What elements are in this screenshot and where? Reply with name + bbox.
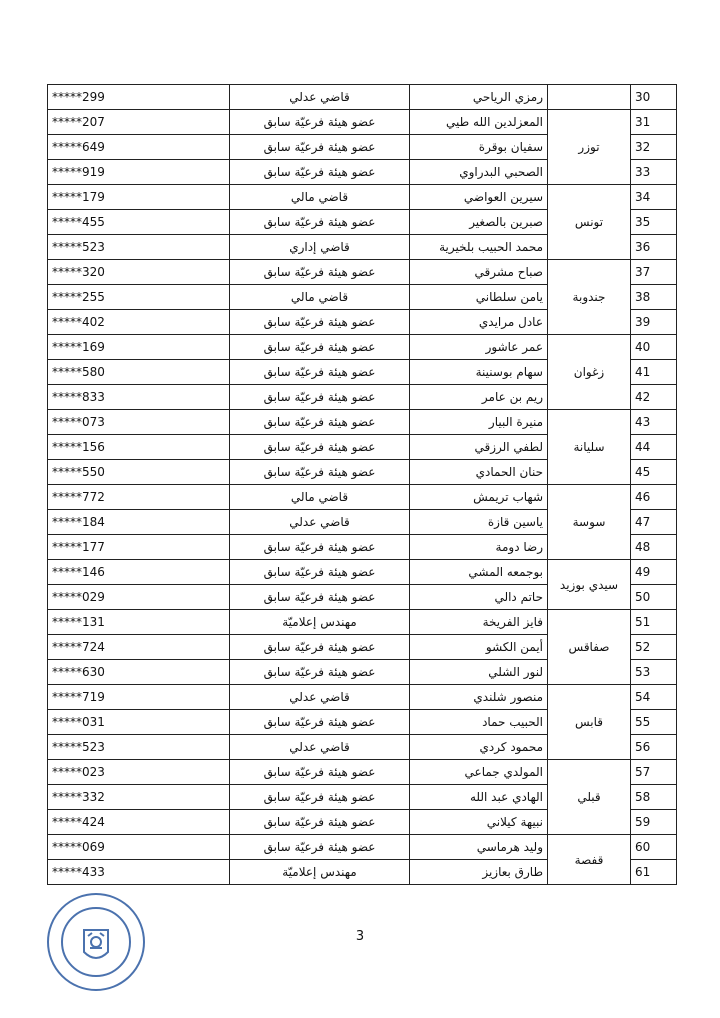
row-number: 37 (631, 260, 677, 285)
masked-id: *****029 (48, 585, 230, 610)
member-role: عضو هيئة فرعيّة سابق (230, 260, 410, 285)
member-name: لطفي الرزقي (410, 435, 548, 460)
region-cell: قبلي (548, 760, 631, 835)
table-row (48, 685, 677, 710)
member-name: منصور شلندي (410, 685, 548, 710)
member-role: عضو هيئة فرعيّة سابق (230, 135, 410, 160)
row-number: 59 (631, 810, 677, 835)
masked-id: *****550 (48, 460, 230, 485)
masked-id: *****332 (48, 785, 230, 810)
official-seal-stamp (44, 890, 148, 994)
region-cell: تونس (548, 185, 631, 260)
member-role: عضو هيئة فرعيّة سابق (230, 660, 410, 685)
masked-id: *****833 (48, 385, 230, 410)
member-role: قاضي مالي (230, 485, 410, 510)
row-number: 53 (631, 660, 677, 685)
member-role: عضو هيئة فرعيّة سابق (230, 560, 410, 585)
member-name: بوجمعه المشي (410, 560, 548, 585)
member-name: حاتم دالي (410, 585, 548, 610)
member-role: قاضي عدلي (230, 85, 410, 110)
member-role: قاضي مالي (230, 285, 410, 310)
members-table (47, 84, 677, 885)
row-number: 46 (631, 485, 677, 510)
row-number: 56 (631, 735, 677, 760)
member-name: نبيهة كيلاني (410, 810, 548, 835)
table-row (48, 110, 677, 135)
member-name: وليد هرماسي (410, 835, 548, 860)
member-name: سهام بوسنينة (410, 360, 548, 385)
region-cell: سليانة (548, 410, 631, 485)
masked-id: *****169 (48, 335, 230, 360)
row-number: 41 (631, 360, 677, 385)
member-role: عضو هيئة فرعيّة سابق (230, 635, 410, 660)
member-role: عضو هيئة فرعيّة سابق (230, 160, 410, 185)
member-name: رمزي الرياحي (410, 85, 548, 110)
member-name: محمود كردي (410, 735, 548, 760)
member-role: عضو هيئة فرعيّة سابق (230, 535, 410, 560)
member-role: عضو هيئة فرعيّة سابق (230, 835, 410, 860)
masked-id: *****649 (48, 135, 230, 160)
region-cell: سوسة (548, 485, 631, 560)
table-row (48, 185, 677, 210)
masked-id: *****320 (48, 260, 230, 285)
member-name: منيرة البيار (410, 410, 548, 435)
table-row (48, 335, 677, 360)
row-number: 61 (631, 860, 677, 885)
member-name: صباح مشرقي (410, 260, 548, 285)
member-role: عضو هيئة فرعيّة سابق (230, 435, 410, 460)
row-number: 52 (631, 635, 677, 660)
member-role: عضو هيئة فرعيّة سابق (230, 710, 410, 735)
row-number: 44 (631, 435, 677, 460)
masked-id: *****719 (48, 685, 230, 710)
page-number: 3 (355, 929, 365, 944)
masked-id: *****179 (48, 185, 230, 210)
masked-id: *****523 (48, 235, 230, 260)
member-name: الهادي عبد الله (410, 785, 548, 810)
row-number: 39 (631, 310, 677, 335)
member-name: أيمن الكشو (410, 635, 548, 660)
region-cell (548, 85, 631, 110)
member-name: الحبيب حماد (410, 710, 548, 735)
table-row (48, 485, 677, 510)
row-number: 33 (631, 160, 677, 185)
member-role: قاضي مالي (230, 185, 410, 210)
member-name: عمر عاشور (410, 335, 548, 360)
member-role: مهندس إعلاميّة (230, 860, 410, 885)
row-number: 35 (631, 210, 677, 235)
masked-id: *****023 (48, 760, 230, 785)
member-role: عضو هيئة فرعيّة سابق (230, 760, 410, 785)
masked-id: *****580 (48, 360, 230, 385)
member-role: عضو هيئة فرعيّة سابق (230, 410, 410, 435)
masked-id: *****156 (48, 435, 230, 460)
row-number: 32 (631, 135, 677, 160)
masked-id: *****772 (48, 485, 230, 510)
region-cell: سيدي بوزيد (548, 560, 631, 610)
member-name: صبرين بالصغير (410, 210, 548, 235)
row-number: 31 (631, 110, 677, 135)
masked-id: *****131 (48, 610, 230, 635)
member-name: ريم بن عامر (410, 385, 548, 410)
region-cell: زغوان (548, 335, 631, 410)
row-number: 42 (631, 385, 677, 410)
masked-id: *****424 (48, 810, 230, 835)
member-name: سيرين العواضي (410, 185, 548, 210)
masked-id: *****724 (48, 635, 230, 660)
row-number: 30 (631, 85, 677, 110)
table-row (48, 760, 677, 785)
row-number: 48 (631, 535, 677, 560)
masked-id: *****069 (48, 835, 230, 860)
masked-id: *****433 (48, 860, 230, 885)
table-row (48, 85, 677, 110)
row-number: 55 (631, 710, 677, 735)
row-number: 45 (631, 460, 677, 485)
member-role: عضو هيئة فرعيّة سابق (230, 785, 410, 810)
row-number: 38 (631, 285, 677, 310)
member-name: ياسين قازة (410, 510, 548, 535)
row-number: 43 (631, 410, 677, 435)
table-row (48, 260, 677, 285)
member-role: عضو هيئة فرعيّة سابق (230, 585, 410, 610)
row-number: 34 (631, 185, 677, 210)
row-number: 49 (631, 560, 677, 585)
member-name: المعزلدين الله طيي (410, 110, 548, 135)
row-number: 57 (631, 760, 677, 785)
member-name: سفيان بوقرة (410, 135, 548, 160)
table-row (48, 835, 677, 860)
member-role: قاضي عدلي (230, 685, 410, 710)
member-name: لنور الشلي (410, 660, 548, 685)
masked-id: *****402 (48, 310, 230, 335)
region-cell: صفاقس (548, 610, 631, 685)
member-name: المولدي جماعي (410, 760, 548, 785)
masked-id: *****255 (48, 285, 230, 310)
region-cell: جندوبة (548, 260, 631, 335)
table-row (48, 560, 677, 585)
masked-id: *****455 (48, 210, 230, 235)
masked-id: *****146 (48, 560, 230, 585)
region-cell: قفصة (548, 835, 631, 885)
masked-id: *****630 (48, 660, 230, 685)
member-role: عضو هيئة فرعيّة سابق (230, 810, 410, 835)
row-number: 47 (631, 510, 677, 535)
region-cell: توزر (548, 110, 631, 185)
member-role: عضو هيئة فرعيّة سابق (230, 210, 410, 235)
member-name: رضا دومة (410, 535, 548, 560)
member-role: عضو هيئة فرعيّة سابق (230, 310, 410, 335)
member-name: يامن سلطاني (410, 285, 548, 310)
table-row (48, 610, 677, 635)
region-cell: قابس (548, 685, 631, 760)
masked-id: *****523 (48, 735, 230, 760)
member-role: قاضي عدلي (230, 510, 410, 535)
member-role: عضو هيئة فرعيّة سابق (230, 335, 410, 360)
table-row (48, 410, 677, 435)
masked-id: *****919 (48, 160, 230, 185)
masked-id: *****299 (48, 85, 230, 110)
member-name: طارق بعازيز (410, 860, 548, 885)
member-role: مهندس إعلاميّة (230, 610, 410, 635)
member-role: قاضي عدلي (230, 735, 410, 760)
masked-id: *****177 (48, 535, 230, 560)
member-name: عادل مرايدي (410, 310, 548, 335)
masked-id: *****207 (48, 110, 230, 135)
masked-id: *****184 (48, 510, 230, 535)
row-number: 60 (631, 835, 677, 860)
member-role: عضو هيئة فرعيّة سابق (230, 460, 410, 485)
row-number: 50 (631, 585, 677, 610)
member-name: حنان الحمادي (410, 460, 548, 485)
row-number: 36 (631, 235, 677, 260)
row-number: 51 (631, 610, 677, 635)
member-name: فايز الفريخة (410, 610, 548, 635)
row-number: 58 (631, 785, 677, 810)
member-name: شهاب تريمش (410, 485, 548, 510)
member-role: عضو هيئة فرعيّة سابق (230, 360, 410, 385)
member-name: محمد الحبيب بلخيرية (410, 235, 548, 260)
masked-id: *****031 (48, 710, 230, 735)
row-number: 40 (631, 335, 677, 360)
masked-id: *****073 (48, 410, 230, 435)
member-role: عضو هيئة فرعيّة سابق (230, 385, 410, 410)
member-role: قاضي إداري (230, 235, 410, 260)
row-number: 54 (631, 685, 677, 710)
member-name: الصحبي البدراوي (410, 160, 548, 185)
member-role: عضو هيئة فرعيّة سابق (230, 110, 410, 135)
